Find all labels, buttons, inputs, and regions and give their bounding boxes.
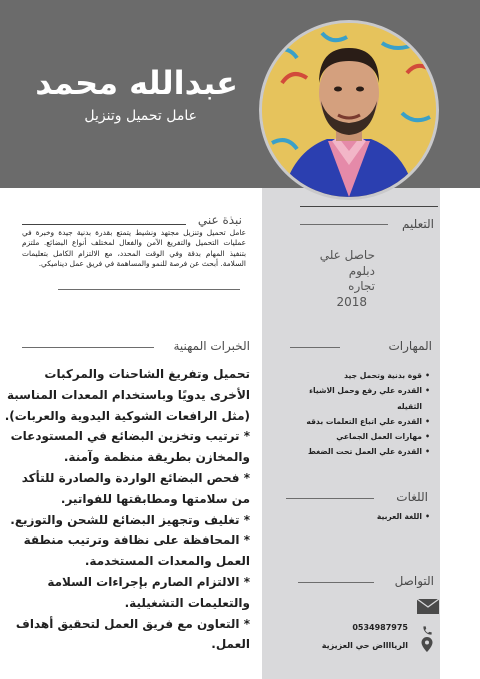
person-name: عبدالله محمد [35,64,238,102]
education-year: 2018 [336,294,367,309]
about-bottom-divider [58,289,240,290]
education-line: تجاره [348,279,375,293]
profile-photo [262,23,436,197]
experience-title: الخبرات المهنية [173,339,250,353]
experience-list [4,364,250,655]
language-item: اللغة العربية • [377,512,422,521]
experience-item: * المحافظة على نظافة وترتيب منطقة العمل والمعدات المستخدمة. [23,533,250,569]
languages-divider [286,498,374,499]
skill-item: قوة بدنية وتحمل جيد • [302,368,422,383]
experience-item: * الالتزام الصارم بإجراءات السلامة والتعليمات التشغيلية. [47,574,250,610]
phone-number[interactable]: 0534987975 [352,623,408,632]
skill-item: مهارات العمل الجماعي • [302,429,422,444]
mail-icon[interactable] [417,599,439,618]
education-top-divider [300,206,438,207]
about-text: عامل تحميل وتنزيل مجتهد ونشيط يتمتع بقدرة بدنية جيدة وخبرة في عمليات التحميل والتفريغ الآمن والفعال لمختلف أنواع البضائع. ملتزم بتنفيذ المهام بدقة وفي الوقت المحدد، مع الالتزام الكامل بتعليمات السلامة. أبحث عن فرصة للنمو والمساهمة في فريق عمل ديناميكي. [22,228,246,269]
experience-divider [22,347,154,348]
education-line: حاصل علي [319,248,375,262]
contact-title: التواصل [394,574,434,588]
location-icon [421,637,433,656]
skills-title: المهارات [388,339,432,353]
about-title: نبذة عني [197,213,242,227]
education-details [320,248,375,310]
skill-item: القدرة علي العمل تحت الضغط • [302,444,422,459]
contact-divider [298,582,374,583]
education-divider [300,224,388,225]
skill-item: القدره علي رفع وحمل الاشياء الثقيله • [302,383,422,414]
languages-title: اللغات [396,490,428,504]
experience-item: * تغليف وتجهيز البضائع للشحن والتوزيع. [10,512,250,527]
skills-divider [290,347,340,348]
experience-item: * ترتيب وتخزين البضائع في المستودعات والمخازن بطريقة منظمة وآمنة. [10,429,250,465]
education-title: التعليم [402,217,434,231]
job-title: عامل تحميل وتنزيل [84,108,197,124]
about-divider [22,224,186,225]
languages-list [377,512,422,521]
skills-list [302,368,422,460]
experience-item: * فحص البضائع الواردة والصادرة للتأكد من سلامتها ومطابقتها للفواتير. [21,470,250,506]
address: الريااااض حي العزيزية [321,641,408,650]
education-line: دبلوم [348,263,375,278]
skill-item: القدره علي اتباع التعلمات بدقه • [302,414,422,429]
experience-item: تحميل وتفريغ الشاحنات والمركبات الأخرى يدويًا وباستخدام المعدات المناسبة (مثل الرافعات الشوكية اليدوية والعربات). [4,367,250,423]
experience-item: * التعاون مع فريق العمل لتحقيق أهداف العمل. [15,616,250,652]
